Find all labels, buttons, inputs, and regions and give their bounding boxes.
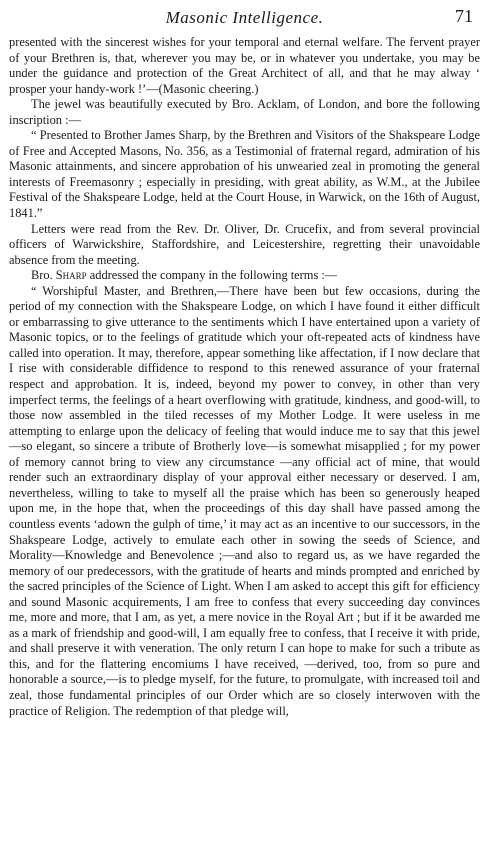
lead-prefix: Bro.: [31, 268, 56, 283]
running-header: [9, 5, 480, 29]
paragraph-letters: Letters were read from the Rev. Dr. Oliver, Dr. Crucefix, and from several provincial officers of Warwickshire, Staffordshire, and Leicestershire, regretting their unavoidable absence from the meeting.: [9, 221, 480, 267]
address-intro-text: addressed the company in the following terms :—: [86, 268, 338, 283]
paragraph-2: The jewel was beautifully executed by Bro. Acklam, of London, and bore the following inscription :—: [9, 97, 480, 127]
paragraph-inscription: “ Presented to Brother James Sharp, by the Brethren and Visitors of the Shakspeare Lodge of Free and Accepted Masons, No. 356, as a Testimonial of fraternal regard, admiration of his Masonic attainments, and sincere approbation of his unwearied zeal in promoting the general interests of Freemasonry ; especially in presiding, with great ability, as W.M., at the Jubilee Festival of the Shakspeare Lodge, held at the Court House, in Warwick, on the 16th of August, 1841.”: [9, 128, 480, 221]
page-number: 71: [455, 6, 473, 26]
running-title: Masonic Intelligence.: [165, 8, 324, 27]
speaker-name: Sharp: [55, 268, 87, 283]
body-text: [9, 35, 480, 719]
paragraph-address-intro: [9, 268, 480, 284]
paragraph-speech: “ Worshipful Master, and Brethren,—There have been but few occasions, during the period of my connection with the Shakspeare Lodge, on which I have found it either difficult or embarrassing to give utterance to the sentiments which I have entertained upon a variety of Masonic topics, or to the feelings of gratitude which your oft-repeated acts of kindness have called into operation. It may, therefore, appear something like affectation, if I now declare that I rise with considerable diffidence to respond to this renewed assurance of your fraternal respect and approbation. It is, indeed, beyond my power to convey, in other than very imperfect terms, the feelings of a heart overflowing with gratitude, kindness, and good-will, to those now assembled in the tiled recesses of my Mother Lodge. It were useless in me attempting to enlarge upon the delicacy of feeling that would induce me to say that this jewel—so elegant, so sincere a tribute of Brotherly love—is somewhat misapplied ; for my power of memory cannot bring to view any circumstance —any official act of mine, that would render such an extraordinary display of your approval either necessary or deserved. I am, nevertheless, willing to take to myself all the praise which has been so generously heaped upon me, in the hope that, when the proceedings of this day shall have passed among the countless events ‘adown the gulph of time,’ it may act as an incentive to our successors, in the Shakspeare Lodge, actively to emulate each other in sowing the seeds of Science, and Morality—Knowledge and Benevolence ;—and also to regard us, as we have regarded the memory of our predecessors, with the gratitude of hearts and minds prompted and enriched by the sacred principles of the Science of Light. When I am asked to accept this gift for efficiency and sound Masonic acquirements, I am free to confess that every succeeding day convinces me, more and more, that I am, as yet, a mere novice in the Royal Art ; but if it be awarded me as a mark of friendship and good-will, I am equally free to confess, that I receive it with pride, and shall preserve it with veneration. The only return I can hope to make for such a tribute as this, and for the flattering encomiums I have received, —derived, too, from so pure and honorable a source,—is to pledge myself, for the future, to promulgate, with increased toil and zeal, those fundamental principles of our Order which are so closely interwoven with the practice of Religion. The redemption of that pledge will,: [9, 283, 480, 718]
paragraph-1: presented with the sincerest wishes for your temporal and eternal welfare. The fervent prayer of your Brethren is, that, wherever you may be, or in whatever you undertake, you may be under the guidance and protection of the Great Architect of all, and that he may alway ‘ prosper your handy-work !’—(Masonic cheering.): [9, 35, 480, 96]
